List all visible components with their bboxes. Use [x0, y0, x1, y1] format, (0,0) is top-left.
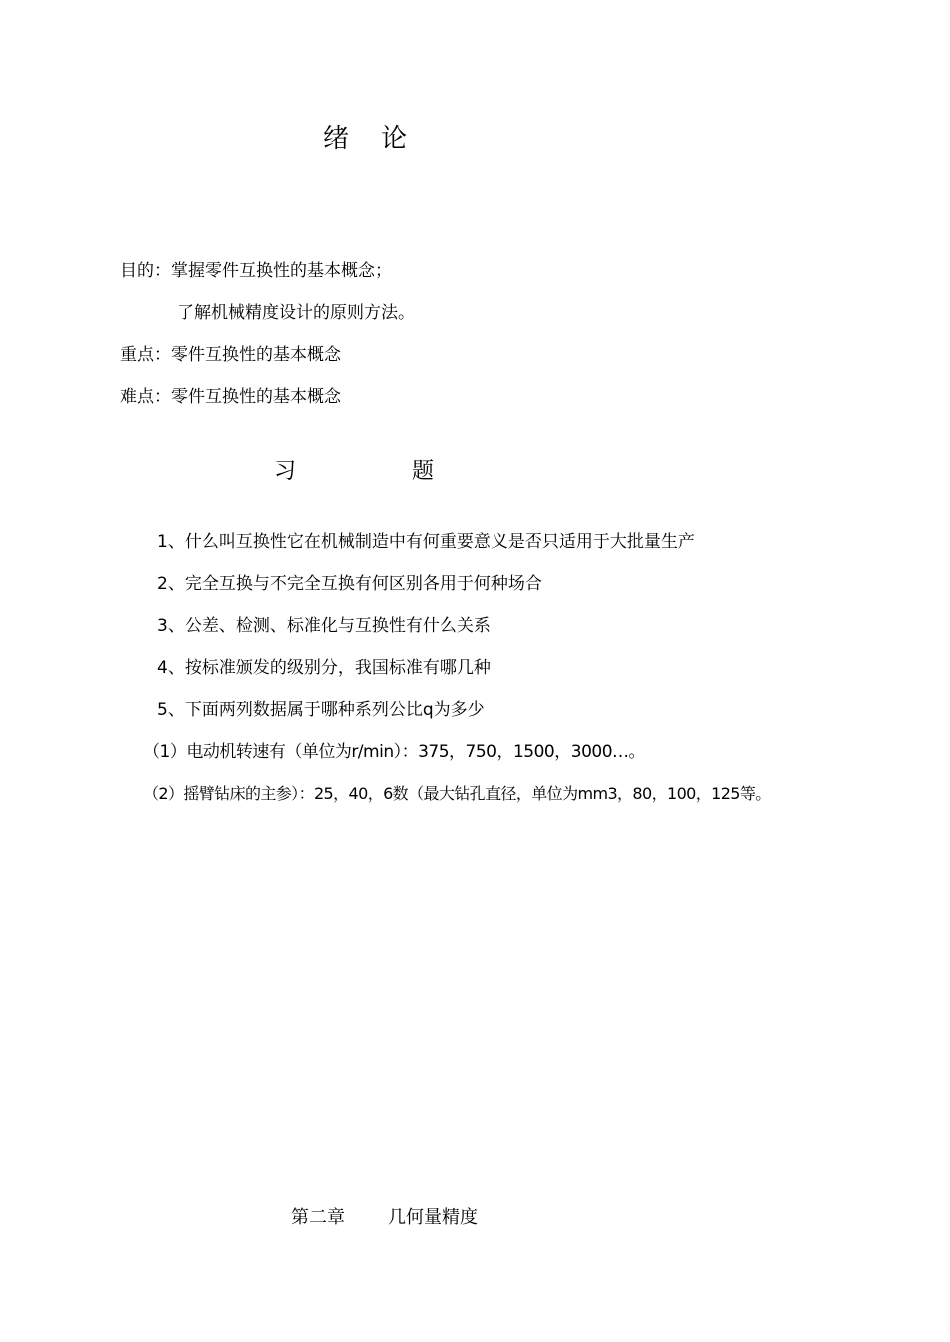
question-3: 3、公差、检测、标准化与互换性有什么关系	[157, 616, 491, 636]
sub-item-1: （1）电动机转速有（单位为r/min）：375，750，1500，3000…。	[143, 742, 646, 762]
objective-text-1: 掌握零件互换性的基本概念；	[171, 261, 392, 281]
objective-text-2: 了解机械精度设计的原则方法。	[177, 303, 415, 323]
key-point-line	[120, 344, 341, 366]
exercises-title-right: 题	[412, 459, 435, 484]
chapter-number: 第二章	[291, 1207, 345, 1228]
question-1: 1、什么叫互换性它在机械制造中有何重要意义是否只适用于大批量生产	[157, 532, 695, 552]
intro-title-right: 论	[381, 124, 409, 154]
key-point-label: 重点：	[120, 345, 171, 365]
chapter-title: 几何量精度	[388, 1207, 478, 1228]
sub-item-2: （2）摇臂钻床的主参）：25，40，6数（最大钻孔直径，单位为mm3，80，100，125等。	[143, 784, 771, 803]
question-2: 2、完全互换与不完全互换有何区别各用于何种场合	[157, 574, 542, 594]
difficulty-line	[120, 386, 341, 408]
question-5: 5、下面两列数据属于哪种系列公比q为多少	[157, 700, 485, 720]
intro-title-left: 绪	[323, 124, 351, 154]
difficulty-text: 零件互换性的基本概念	[171, 387, 341, 407]
difficulty-label: 难点：	[120, 387, 171, 407]
question-4: 4、按标准颁发的级别分，我国标准有哪几种	[157, 658, 491, 678]
key-point-text: 零件互换性的基本概念	[171, 345, 341, 365]
exercises-title-left: 习	[274, 459, 297, 484]
objective-line	[120, 260, 392, 282]
objective-label: 目的：	[120, 261, 171, 281]
